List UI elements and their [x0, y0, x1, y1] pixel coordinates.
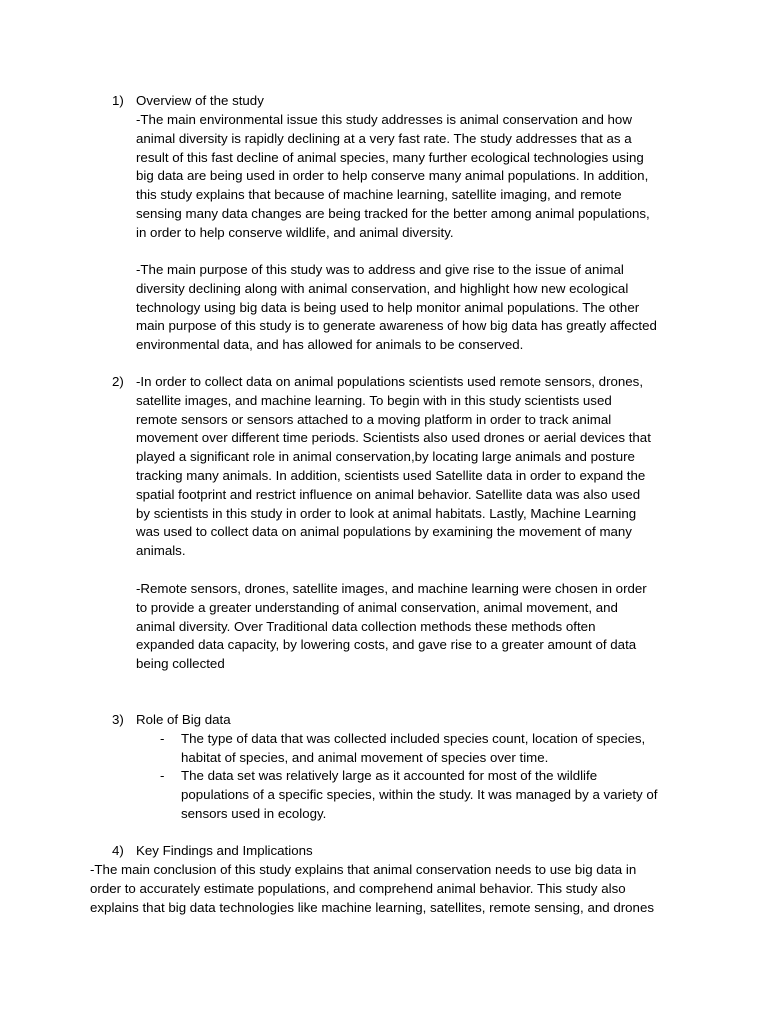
- paragraph: [136, 111, 696, 243]
- text-line: -The main environmental issue this study addresses is animal conservation and how: [136, 112, 632, 127]
- text-line: habitat of species, and animal movement of species over time.: [181, 749, 549, 765]
- text-line: animal diversity. Over Traditional data collection methods these methods often: [136, 618, 596, 634]
- text-line: -In order to collect data on animal populations scientists used remote sensors, drones,: [136, 374, 644, 389]
- text-line: The type of data that was collected included species count, location of species,: [181, 731, 646, 746]
- section-heading: Key Findings and Implications: [136, 843, 313, 858]
- text-line: tracking many animals. In addition, scientists used Satellite data in order to expand the: [136, 467, 646, 483]
- bullet-item: [181, 730, 645, 768]
- text-line: -The main conclusion of this study explains that animal conservation needs to use big data in: [90, 862, 637, 877]
- text-line: satellite images, and machine learning. To begin with in this study scientists used: [136, 392, 612, 408]
- section-number: 2): [112, 374, 124, 389]
- text-line: this study explains that because of machine learning, satellite imaging, and remote: [136, 187, 622, 203]
- text-line: in order to help conserve wildlife, and animal diversity.: [136, 224, 454, 240]
- text-line: environmental data, and has allowed for animals to be conserved.: [136, 337, 524, 353]
- section-heading: Role of Big data: [136, 712, 231, 727]
- text-line: sensors used in ecology.: [181, 805, 327, 821]
- paragraph: [136, 261, 696, 355]
- paragraph: [90, 861, 654, 917]
- text-line: to provide a greater understanding of animal conservation, animal movement, and: [136, 599, 618, 615]
- text-line: played a significant role in animal conservation,by locating large animals and posture: [136, 449, 635, 465]
- text-line: -Remote sensors, drones, satellite images, and machine learning were chosen in order: [136, 581, 647, 596]
- text-line: animal diversity is rapidly declining at a very fast rate. The study addresses that as a: [136, 130, 632, 146]
- bullet-marker: -: [160, 731, 165, 746]
- text-line: diversity declining along with animal conservation, and highlight how new ecological: [136, 280, 629, 296]
- text-line: spatial footprint and restrict influence on animal behavior. Satellite data was also used: [136, 486, 641, 502]
- text-line: main purpose of this study is to generate awareness of how big data has greatly affected: [136, 318, 657, 334]
- text-line: -The main purpose of this study was to address and give rise to the issue of animal: [136, 262, 624, 277]
- section-heading: Overview of the study: [136, 93, 264, 108]
- paragraph: [136, 580, 696, 674]
- text-line: being collected: [136, 656, 225, 672]
- text-line: animals.: [136, 543, 186, 559]
- text-line: order to accurately estimate populations, and comprehend animal behavior. This study also: [90, 880, 626, 896]
- text-line: technology using big data is being used to help monitor animal populations. The other: [136, 299, 640, 315]
- text-line: movement over different time periods. Scientists also used drones or aerial devices that: [136, 430, 651, 446]
- bullet-marker: -: [160, 768, 165, 783]
- section-number: 1): [112, 93, 124, 108]
- text-line: remote sensors or sensors attached to a moving platform in order to track animal: [136, 411, 612, 427]
- text-line: The data set was relatively large as it accounted for most of the wildlife: [181, 768, 598, 783]
- bullet-item: [181, 767, 657, 823]
- text-line: explains that big data technologies like machine learning, satellites, remote sensing, and drones: [90, 899, 654, 915]
- text-line: expanded data capacity, by lowering costs, and gave rise to a greater amount of data: [136, 637, 637, 653]
- section-number: 3): [112, 712, 124, 727]
- text-line: sensing many data changes are being tracked for the better among animal populations,: [136, 205, 650, 221]
- text-line: populations of a specific species, within the study. It was managed by a variety of: [181, 786, 658, 802]
- text-line: big data are being used in order to help conserve many animal populations. In addition,: [136, 168, 649, 184]
- section-number: 4): [112, 843, 124, 858]
- text-line: was used to collect data on animal populations by examining the movement of many: [136, 524, 632, 540]
- text-line: result of this fast decline of animal species, many further ecological technologies using: [136, 149, 644, 165]
- paragraph: [136, 373, 696, 561]
- text-line: by scientists in this study in order to look at animal habitats. Lastly, Machine Learning: [136, 505, 637, 521]
